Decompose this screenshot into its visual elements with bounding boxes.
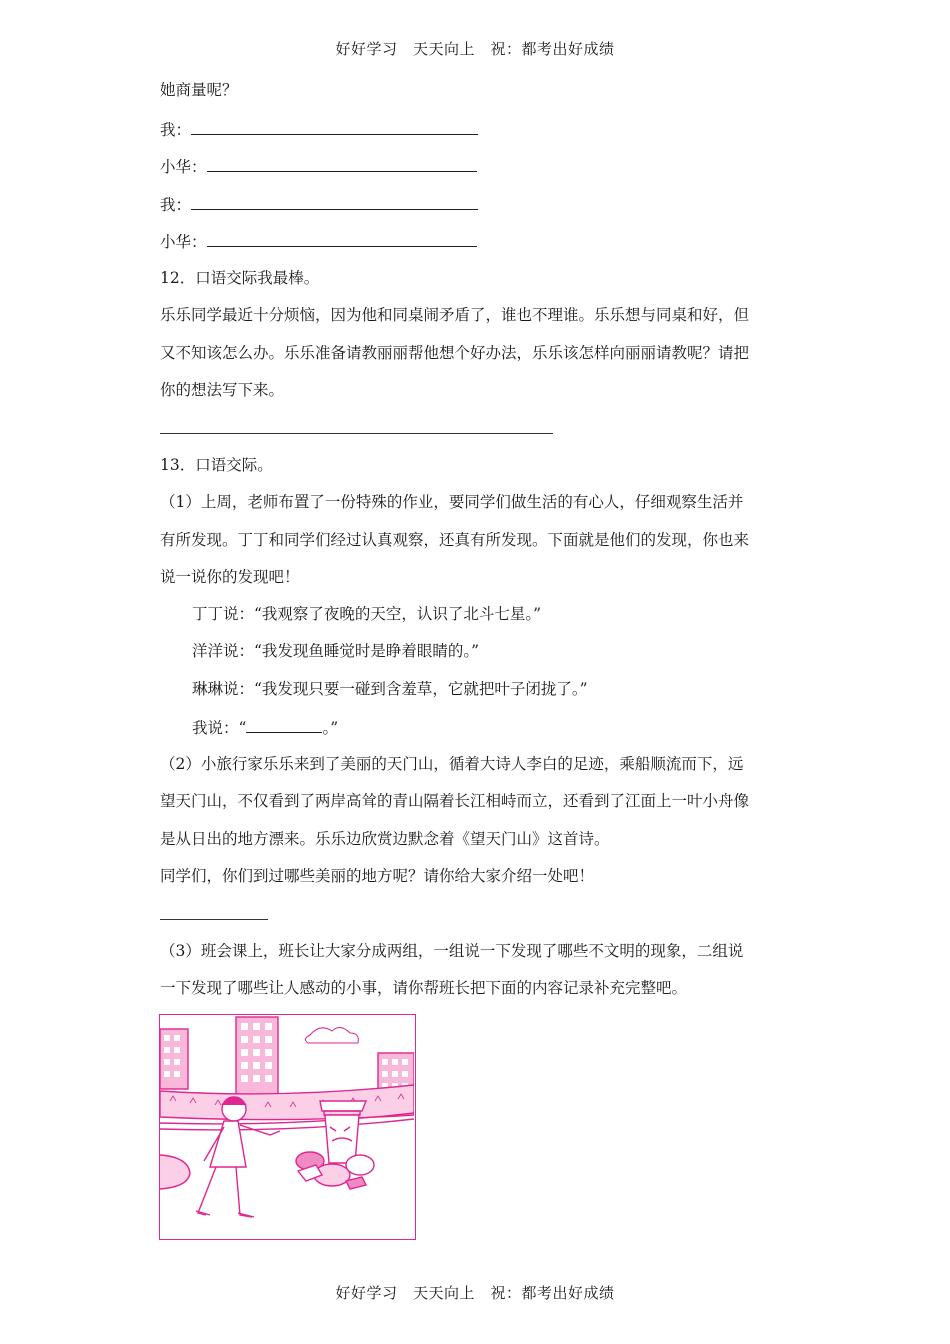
dialogue-line — [160, 118, 478, 140]
dialogue-line — [160, 230, 477, 252]
q13-p2-line: 同学们，你们到过哪些美丽的地方呢？请你给大家介绍一处吧！ — [160, 867, 595, 885]
littering-illustration — [159, 1014, 416, 1240]
q13-title: 13．口语交际。 — [160, 456, 273, 474]
q13-p1-line: 有所发现。丁丁和同学们经过认真观察，还真有所发现。下面就是他们的发现，你也来 — [160, 531, 750, 549]
answer-blank[interactable] — [246, 716, 322, 733]
quote-line: 洋洋说：“我发现鱼睡觉时是睁着眼睛的。” — [192, 642, 480, 660]
q11-intro: 她商量呢？ — [160, 81, 238, 99]
q12-text-line: 你的想法写下来。 — [160, 381, 285, 399]
dialogue-line — [160, 193, 478, 215]
speaker-label: 我： — [160, 196, 192, 214]
me-said-prefix: 我说：“ — [192, 719, 247, 737]
building-left — [160, 1029, 188, 1089]
dialogue-line — [160, 155, 477, 177]
q13-p2-line: 望天门山，不仅看到了两岸高耸的青山隔着长江相峙而立，还看到了江面上一叶小舟像 — [160, 792, 750, 810]
q13-p2-line: 是从日出的地方漂来。乐乐边欣赏边默念着《望天门山》这首诗。 — [160, 830, 610, 848]
answer-blank[interactable] — [207, 230, 477, 247]
page-footer: 好好学习 天天向上 祝：都考出好成绩 — [335, 1284, 615, 1302]
q13-p2-answer-line[interactable] — [160, 919, 268, 920]
manhole — [160, 1155, 190, 1189]
cloud — [305, 1027, 358, 1043]
q12-title: 12．口语交际我最棒。 — [160, 269, 320, 287]
q13-p1-line: 说一说你的发现吧！ — [160, 568, 300, 586]
building-center — [236, 1017, 278, 1095]
speaker-label: 小华： — [160, 233, 207, 251]
q12-text-line: 又不知该怎么办。乐乐准备请教丽丽帮他想个好办法，乐乐该怎样向丽丽请教呢？请把 — [160, 344, 750, 362]
illustration-svg — [160, 1015, 414, 1238]
answer-blank[interactable] — [191, 118, 478, 135]
q13-p3-line: （3）班会课上，班长让大家分成两组，一组说一下发现了哪些不文明的现象，二组说 — [160, 942, 744, 960]
speaker-label: 小华： — [160, 158, 207, 176]
answer-blank[interactable] — [207, 155, 477, 172]
trash-bin — [320, 1101, 366, 1163]
q13-p1-line: （1）上周，老师布置了一份特殊的作业，要同学们做生活的有心人，仔细观察生活并 — [160, 493, 744, 511]
quote-line: 琳琳说：“我发现只要一碰到含羞草，它就把叶子闭拢了。” — [192, 680, 588, 698]
page-header: 好好学习 天天向上 祝：都考出好成绩 — [335, 40, 615, 58]
q13-p2-line: （2）小旅行家乐乐来到了美丽的天门山，循着大诗人李白的足迹，乘船顺流而下，远 — [160, 755, 744, 773]
speaker-label: 我： — [160, 121, 192, 139]
me-said-line — [192, 716, 338, 738]
quote-line: 丁丁说：“我观察了夜晚的天空，认识了北斗七星。” — [192, 605, 542, 623]
grass-band — [160, 1085, 414, 1120]
me-said-suffix: 。” — [322, 719, 339, 737]
q12-answer-line[interactable] — [160, 433, 553, 434]
q13-p3-line: 一下发现了哪些让人感动的小事，请你帮班长把下面的内容记录补充完整吧。 — [160, 979, 688, 997]
q12-text-line: 乐乐同学最近十分烦恼，因为他和同桌闹矛盾了，谁也不理谁。乐乐想与同桌和好，但 — [160, 306, 750, 324]
answer-blank[interactable] — [191, 193, 478, 210]
